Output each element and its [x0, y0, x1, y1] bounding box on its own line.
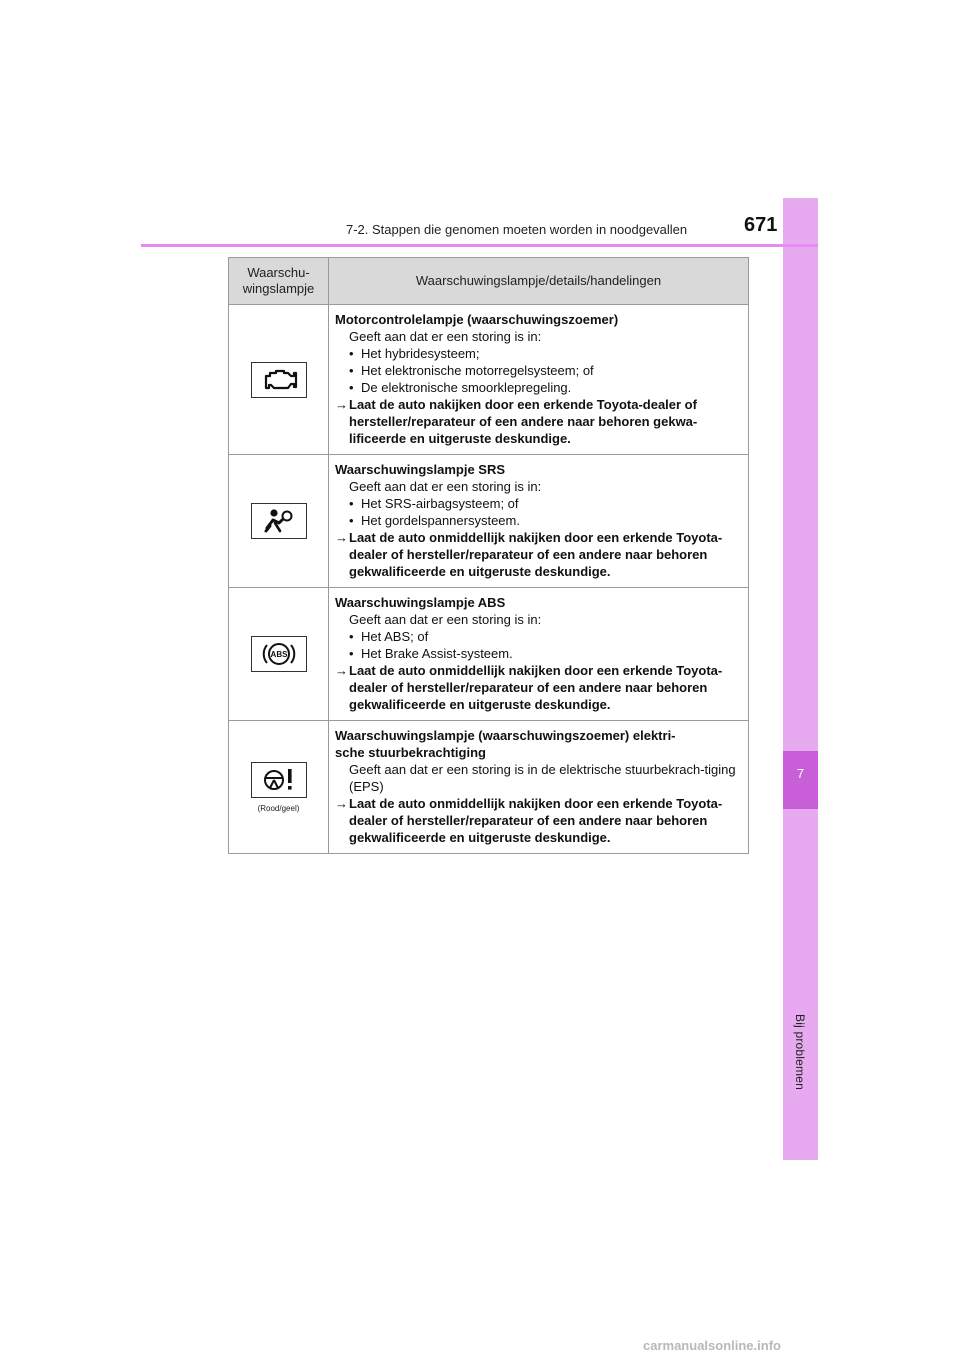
lamp-cell: [229, 588, 329, 721]
table-row: [229, 305, 749, 455]
details-cell: [329, 455, 749, 588]
list-item: • Het hybridesysteem;: [349, 346, 480, 361]
page-number: 671: [744, 214, 778, 236]
section-header: 7-2. Stappen die genomen moeten worden in noodgevallen: [346, 222, 688, 237]
list-item: • Het gordelspannersysteem.: [349, 513, 520, 528]
table-row: [229, 721, 749, 854]
list-item: • Het ABS; of: [349, 629, 429, 644]
row-intro: Geeft aan dat er een storing is in:: [349, 479, 542, 494]
engine-icon: [251, 362, 307, 398]
chapter-title: Bij problemen: [793, 1014, 807, 1090]
lamp-caption: (Rood/geel): [257, 803, 300, 813]
lamp-cell: [229, 305, 329, 455]
table-row: [229, 455, 749, 588]
details-cell: [329, 721, 749, 854]
header-divider: [141, 244, 818, 247]
lamp-column-header-text: Waarschu- wingslampje: [242, 265, 315, 296]
list-item: • Het Brake Assist-systeem.: [349, 646, 513, 661]
details-cell: [329, 305, 749, 455]
row-action: → Laat de auto onmiddellijk nakijken door een erkende Toyota-dealer of hersteller/reparateur of een andere naar behoren gekwalificeerde en uitgeruste deskundige.: [335, 663, 723, 712]
steering-warning-icon: [251, 762, 307, 798]
abs-icon-text: ABS: [270, 650, 287, 659]
row-title: Motorcontrolelampje (waarschuwingszoemer): [335, 312, 619, 327]
details-column-header: Waarschuwingslampje/details/handelingen: [329, 258, 749, 305]
watermark: carmanualsonline.info: [643, 1338, 781, 1353]
abs-icon: [251, 636, 307, 672]
chapter-number: 7: [796, 766, 805, 781]
lamp-cell: [229, 455, 329, 588]
srs-airbag-icon: [251, 503, 307, 539]
row-title: Waarschuwingslampje SRS: [335, 462, 506, 477]
table-row: [229, 588, 749, 721]
details-cell: [329, 588, 749, 721]
row-intro: Geeft aan dat er een storing is in de elektrische stuurbekrach-tiging (EPS): [349, 762, 736, 794]
row-action: → Laat de auto nakijken door een erkende Toyota-dealer of hersteller/reparateur of een andere naar behoren gekwa-lificeerde en uitgeruste deskundige.: [335, 397, 698, 446]
row-action: → Laat de auto onmiddellijk nakijken door een erkende Toyota-dealer of hersteller/reparateur of een andere naar behoren gekwalificeerde en uitgeruste deskundige.: [335, 530, 723, 579]
row-action: → Laat de auto onmiddellijk nakijken door een erkende Toyota-dealer of hersteller/reparateur of een andere naar behoren gekwalificeerde en uitgeruste deskundige.: [335, 796, 723, 845]
list-item: • Het elektronische motorregelsysteem; of: [349, 363, 594, 378]
list-item: • De elektronische smoorklepregeling.: [349, 380, 572, 395]
lamp-column-header: [229, 258, 329, 305]
row-intro: Geeft aan dat er een storing is in:: [349, 612, 542, 627]
warning-lights-table: [228, 257, 749, 854]
row-title: Waarschuwingslampje (waarschuwingszoemer) elektri- sche stuurbekrachtiging: [335, 728, 676, 760]
table-header-row: [229, 258, 749, 305]
list-item: • Het SRS-airbagsysteem; of: [349, 496, 519, 511]
row-title: Waarschuwingslampje ABS: [335, 595, 506, 610]
lamp-cell: [229, 721, 329, 854]
chapter-side-tab: [783, 198, 818, 1160]
row-intro: Geeft aan dat er een storing is in:: [349, 329, 542, 344]
